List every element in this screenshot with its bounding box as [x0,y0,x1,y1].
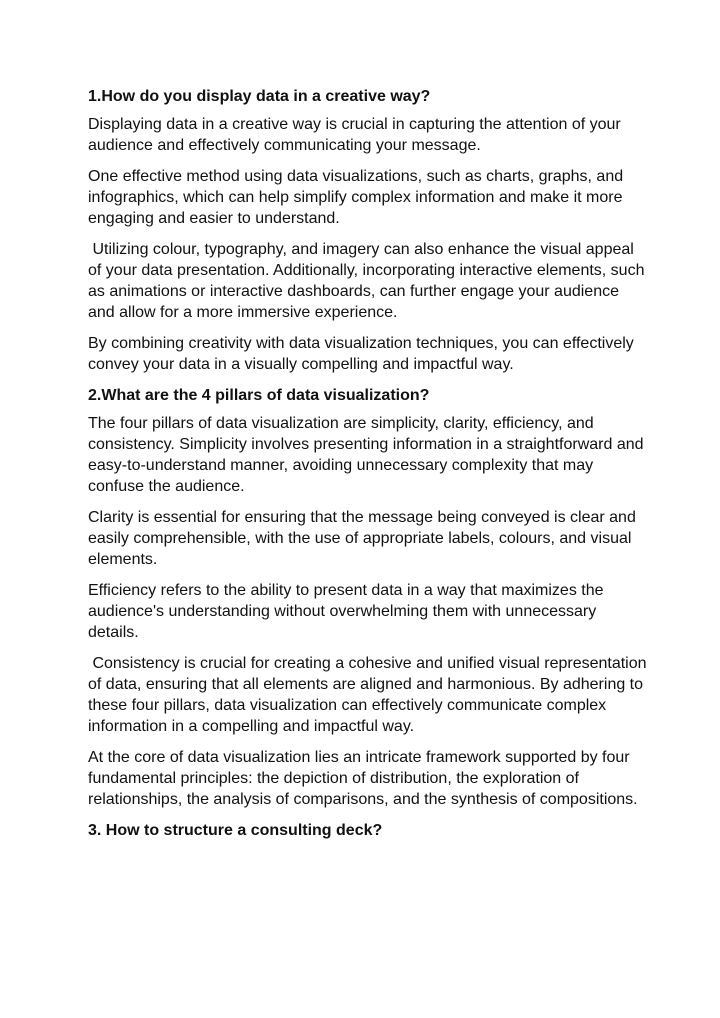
section-1-heading: 1.How do you display data in a creative way? [88,88,431,105]
section-2-paragraph-4: Consistency is crucial for creating a cohesive and unified visual representation of data, ensuring that all elements are aligned and harmonious. By adhering to these four pillars, data visualization can effectively communicate complex information in a compelling and impactful way. [88,655,651,735]
section-2-heading: 2.What are the 4 pillars of data visualization? [88,387,430,404]
section-1-paragraph-2: One effective method using data visualizations, such as charts, graphs, and infographics, which can help simplify complex information and make it more engaging and easier to understand. [88,168,628,227]
section-2-paragraph-5: At the core of data visualization lies an intricate framework supported by four fundamental principles: the depiction of distribution, the exploration of relationships, the analysis of comparisons, and the synthesis of compositions. [88,749,638,808]
section-2-paragraph-3: Efficiency refers to the ability to present data in a way that maximizes the audience's understanding without overwhelming them with unnecessary details. [88,582,608,641]
section-2-paragraph-1: The four pillars of data visualization are simplicity, clarity, efficiency, and consistency. Simplicity involves presenting information in a straightforward and easy-to-understand manner, avoiding unnecessary complexity that may confuse the audience. [88,415,648,495]
section-1-paragraph-4: By combining creativity with data visualization techniques, you can effectively convey your data in a visually compelling and impactful way. [88,335,639,373]
section-1-paragraph-1: Displaying data in a creative way is crucial in capturing the attention of your audience and effectively communicating your message. [88,116,626,154]
document-page [88,86,651,848]
section-3-heading: 3. How to structure a consulting deck? [88,822,383,839]
section-2-paragraph-2: Clarity is essential for ensuring that the message being conveyed is clear and easily comprehensible, with the use of appropriate labels, colours, and visual elements. [88,509,641,568]
section-1-paragraph-3: Utilizing colour, typography, and imagery can also enhance the visual appeal of your data presentation. Additionally, incorporating interactive elements, such as animations or interactive dashboards, can further engage your audience and allow for a more immersive experience. [88,241,649,321]
